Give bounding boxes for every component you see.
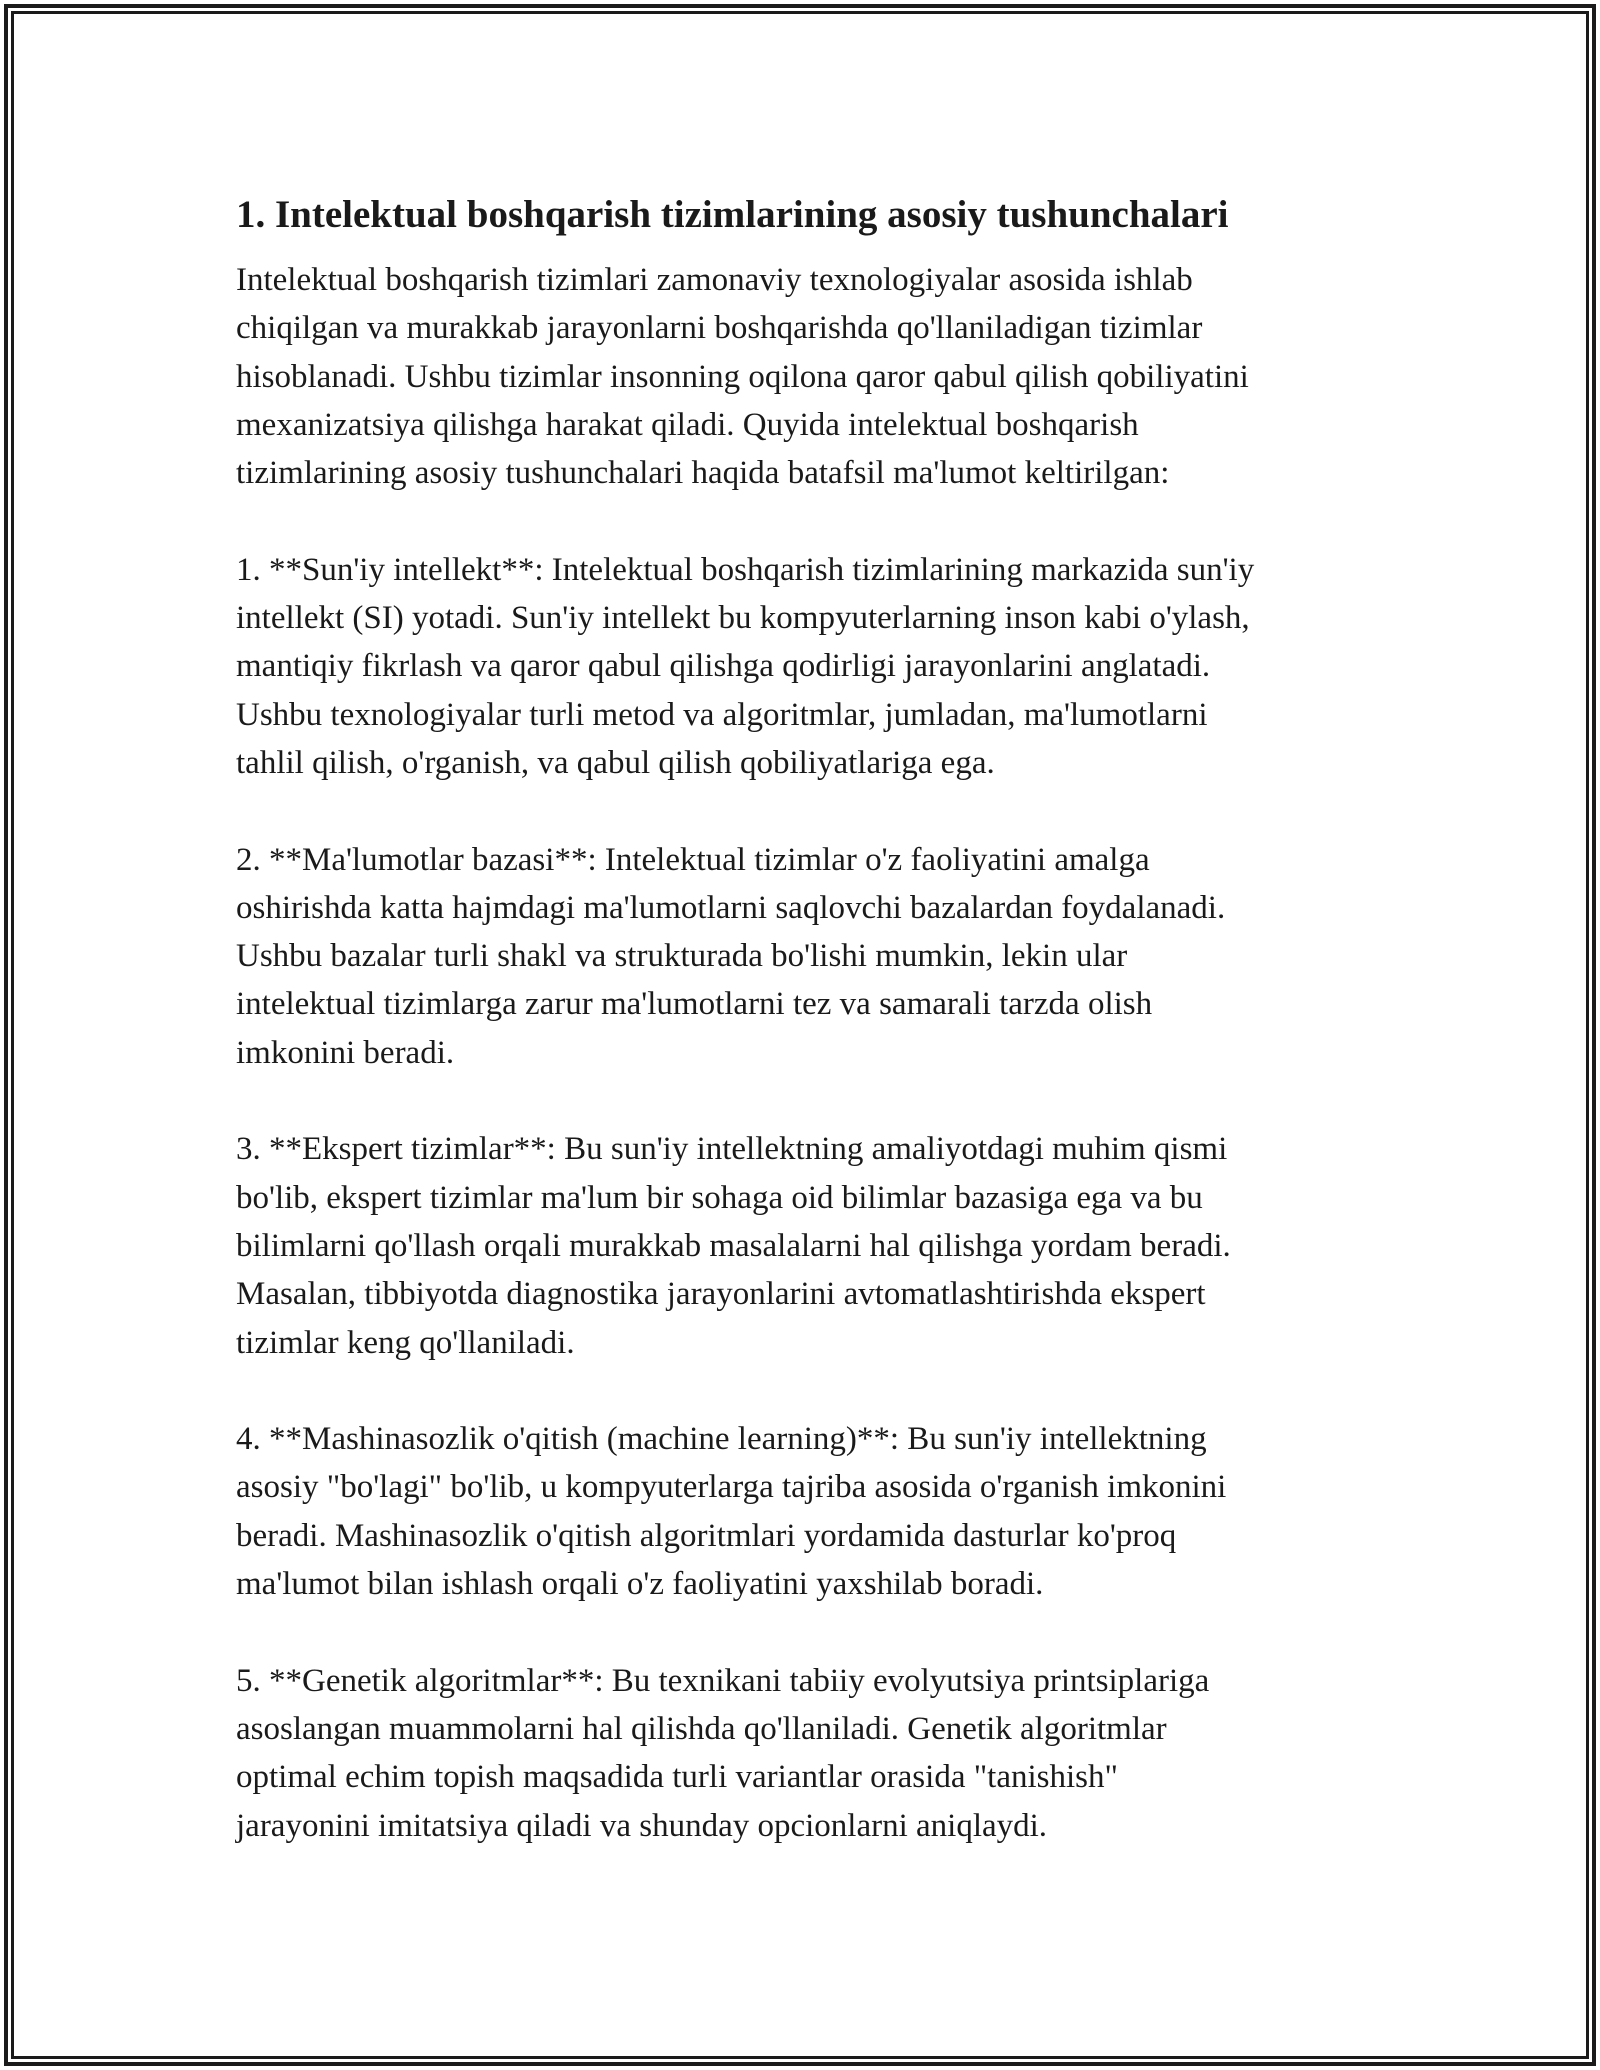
- paragraph-line: 1. **Sun'iy intellekt**: Intelektual boshqarish tizimlarining markazida sun'iy: [236, 551, 1255, 588]
- paragraph-line: beradi. Mashinasozlik o'qitish algoritmlari yordamida dasturlar ko'proq: [236, 1517, 1177, 1554]
- paragraph-line: asosiy "bo'lagi" bo'lib, u kompyuterlarga tajriba asosida o'rganish imkonini: [236, 1469, 1227, 1506]
- paragraph-line: hisoblanadi. Ushbu tizimlar insonning oqilona qaror qabul qilish qobiliyatini: [236, 358, 1249, 395]
- paragraph-line: tizimlarining asosiy tushunchalari haqida batafsil ma'lumot keltirilgan:: [236, 455, 1170, 492]
- paragraph-line: Ushbu texnologiyalar turli metod va algoritmlar, jumladan, ma'lumotlarni: [236, 696, 1208, 733]
- paragraph-line: optimal echim topish maqsadida turli variantlar orasida "tanishish": [236, 1759, 1118, 1796]
- list-item-malumotlar-bazasi: [236, 836, 1396, 1077]
- paragraph-line: bo'lib, ekspert tizimlar ma'lum bir sohaga oid bilimlar bazasiga ega va bu: [236, 1179, 1203, 1216]
- paragraph-line: 3. **Ekspert tizimlar**: Bu sun'iy intellektning amaliyotdagi muhim qismi: [236, 1131, 1228, 1168]
- paragraph-line: bilimlarni qo'llash orqali murakkab masalalarni hal qilishga yordam beradi.: [236, 1227, 1231, 1264]
- paragraph-line: oshirishda katta hajmdagi ma'lumotlarni saqlovchi bazalardan foydalanadi.: [236, 889, 1226, 926]
- list-item-ekspert-tizimlar: [236, 1125, 1396, 1366]
- list-item-genetik-algoritmlar: [236, 1657, 1396, 1850]
- paragraph-line: intellekt (SI) yotadi. Sun'iy intellekt bu kompyuterlarning inson kabi o'ylash,: [236, 600, 1250, 637]
- document-body: [236, 186, 1396, 1898]
- paragraph-line: intelektual tizimlarga zarur ma'lumotlarni tez va samarali tarzda olish: [236, 986, 1153, 1023]
- paragraph-line: 2. **Ma'lumotlar bazasi**: Intelektual tizimlar o'z faoliyatini amalga: [236, 841, 1150, 878]
- paragraph-line: ma'lumot bilan ishlash orqali o'z faoliyatini yaxshilab boradi.: [236, 1566, 1044, 1603]
- paragraph-line: chiqilgan va murakkab jarayonlarni boshqarishda qo'llaniladigan tizimlar: [236, 310, 1203, 347]
- paragraph-line: asoslangan muammolarni hal qilishda qo'llaniladi. Genetik algoritmlar: [236, 1710, 1167, 1747]
- paragraph-line: Ushbu bazalar turli shakl va strukturada bo'lishi mumkin, lekin ular: [236, 938, 1128, 975]
- paragraph-line: 4. **Mashinasozlik o'qitish (machine learning)**: Bu sun'iy intellektning: [236, 1421, 1207, 1458]
- paragraph-line: tizimlar keng qo'llaniladi.: [236, 1324, 575, 1361]
- paragraph-line: imkonini beradi.: [236, 1034, 455, 1071]
- paragraph-line: tahlil qilish, o'rganish, va qabul qilish qobiliyatlariga ega.: [236, 744, 995, 781]
- paragraph-line: mantiqiy fikrlash va qaror qabul qilishga qodirligi jarayonlarini anglatadi.: [236, 648, 1211, 685]
- paragraph-line: Intelektual boshqarish tizimlari zamonaviy texnologiyalar asosida ishlab: [236, 262, 1193, 298]
- list-item-mashinasozlik-oqitish: [236, 1415, 1396, 1608]
- paragraph-line: jarayonini imitatsiya qiladi va shunday opcionlarni aniqlaydi.: [236, 1807, 1048, 1844]
- paragraph-line: Masalan, tibbiyotda diagnostika jarayonlarini avtomatlashtirishda ekspert: [236, 1276, 1206, 1313]
- document-title: 1. Intelektual boshqarish tizimlarining asosiy tushunchalari: [236, 193, 1229, 236]
- paragraph-line: mexanizatsiya qilishga harakat qiladi. Quyida intelektual boshqarish: [236, 406, 1139, 443]
- intro-paragraph: [236, 256, 1396, 497]
- paragraph-line: 5. **Genetik algoritmlar**: Bu texnikani tabiiy evolyutsiya printsiplariga: [236, 1662, 1210, 1699]
- list-item-suniy-intellekt: [236, 546, 1396, 787]
